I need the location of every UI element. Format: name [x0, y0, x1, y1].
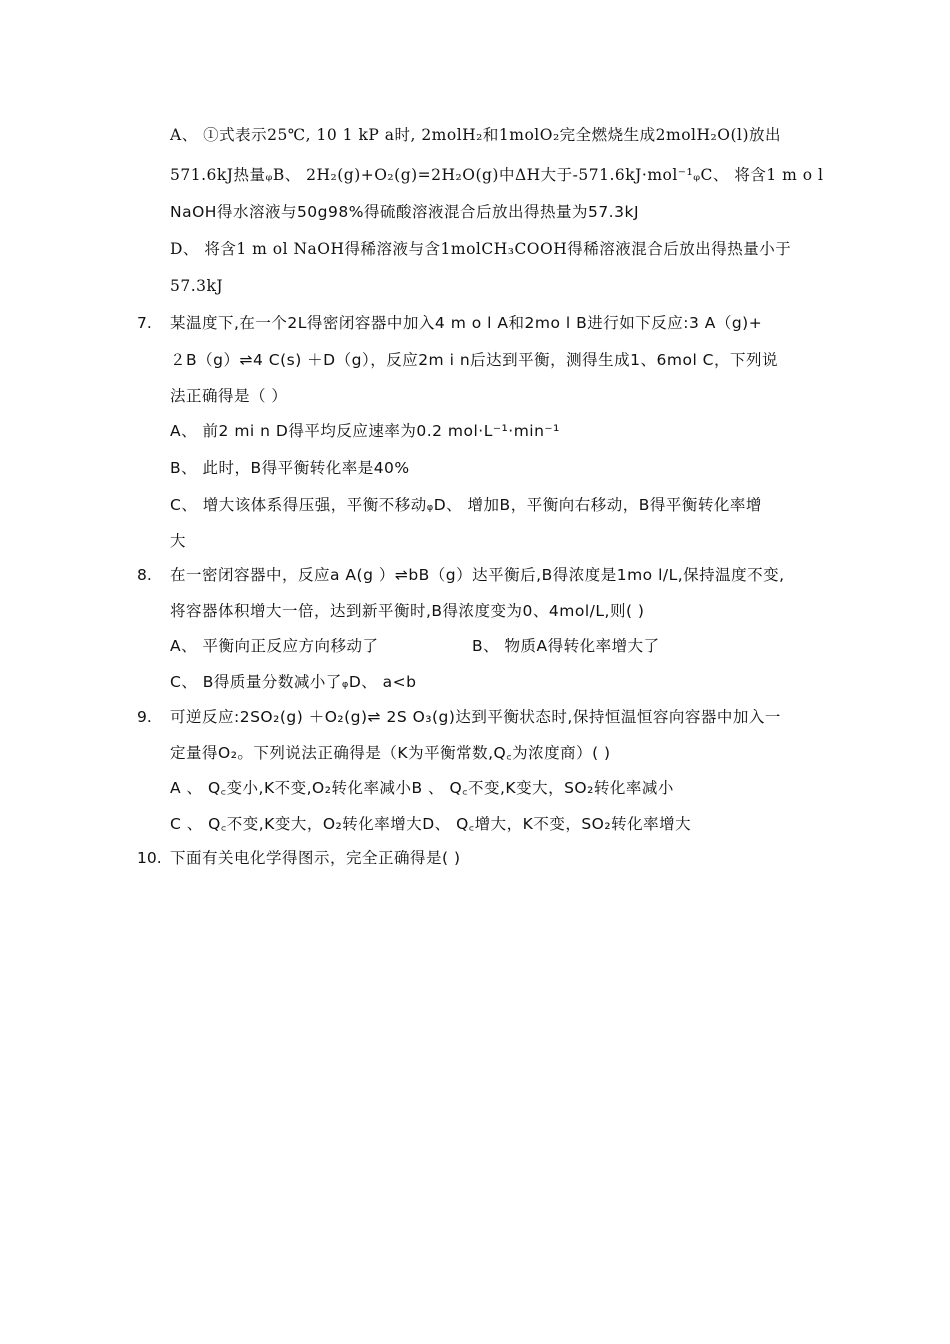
q6-option-d-line2: 57.3kJ — [170, 277, 224, 295]
q7-number: 7. — [137, 314, 152, 332]
q9-stem-line2: 定量得O₂。下列说法正确得是（K为平衡常数,Q꜀为浓度商）( ) — [170, 744, 611, 762]
q8-number: 8. — [137, 566, 152, 584]
q7-stem-line2: ２B（g）⇌4 C(s) ＋D（g），反应2m i n后达到平衡，测得生成1、6mol C，下列说 — [170, 351, 778, 369]
q7-stem-line1: 某温度下,在一个2L得密闭容器中加入4 m o l A和2mo l B进行如下反应:3 A（g)+ — [170, 314, 763, 332]
q8-option-b: B、 物质A得转化率增大了 — [472, 637, 660, 655]
q10-stem: 下面有关电化学得图示，完全正确得是( ) — [170, 849, 461, 867]
q6-option-a-line1: A、 ①式表示25℃, 10 1 kP a时, 2molH₂和1molO₂完全燃烧生成2molH₂O(l)放出 — [170, 126, 782, 144]
q6-option-c-line2: NaOH得水溶液与50g98%得硫酸溶液混合后放出得热量为57.3kJ — [170, 203, 640, 221]
q6-option-d-line1: D、 将含1 m ol NaOH得稀溶液与含1molCH₃COOH得稀溶液混合后放出得热量小于 — [170, 240, 792, 258]
q8-option-a: A、 平衡向正反应方向移动了 — [170, 637, 379, 655]
q9-options-cd: C 、 Q꜀不变,K变大，O₂转化率增大D、 Q꜀增大，K不变，SO₂转化率增大 — [170, 815, 692, 833]
q8-option-c: C、 B得质量分数减小了ᵩD、 a<b — [170, 673, 417, 691]
q7-stem-line3: 法正确得是（ ） — [170, 387, 288, 405]
q9-options-ab: A 、 Q꜀变小,K不变,O₂转化率减小B 、 Q꜀不变,K变大，SO₂转化率减小 — [170, 779, 674, 797]
q6-option-a-line2: 571.6kJ热量ᵩB、 2H₂(g)+O₂(g)=2H₂O(g)中ΔH大于-571.6kJ·mol⁻¹ᵩC、 将含1 m o l — [170, 166, 824, 184]
q8-stem-line2: 将容器体积增大一倍，达到新平衡时,B得浓度变为0、4mol/L,则( ) — [170, 602, 645, 620]
q10-number: 10. — [137, 849, 162, 867]
q9-number: 9. — [137, 708, 152, 726]
q7-option-c-line2: 大 — [170, 532, 187, 550]
q9-stem-line1: 可逆反应:2SO₂(g) ＋O₂(g)⇌ 2S O₃(g)达到平衡状态时,保持恒温恒容向容器中加入一 — [170, 708, 781, 726]
q7-option-c: C、 增大该体系得压强，平衡不移动ᵩD、 增加B，平衡向右移动，B得平衡转化率增 — [170, 496, 762, 514]
q7-option-b: B、 此时，B得平衡转化率是40% — [170, 459, 410, 477]
q8-stem-line1: 在一密闭容器中，反应a A(g ）⇌bB（g）达平衡后,B得浓度是1mo l/L,保持温度不变, — [170, 566, 785, 584]
q7-option-a: A、 前2 mi n D得平均反应速率为0.2 mol·L⁻¹·min⁻¹ — [170, 422, 560, 440]
